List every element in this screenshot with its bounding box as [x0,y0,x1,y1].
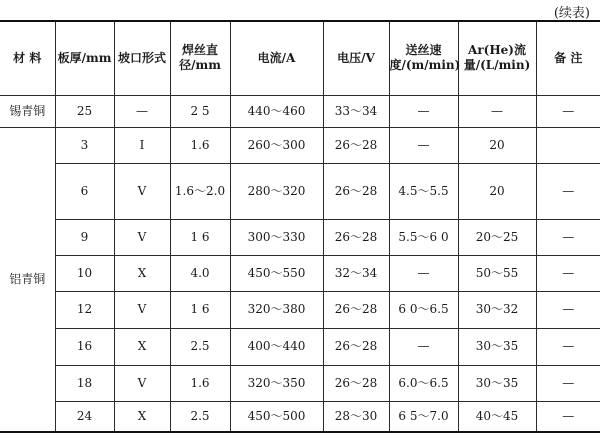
table-cell: 30～32 [458,291,536,328]
table-cell: 2.5 [170,328,230,365]
table-cell: — [458,95,536,127]
table-cell: 16 [55,328,114,365]
table-row [0,163,600,219]
header-groove-form: 坡口形式 [114,21,170,95]
table-row [0,328,600,365]
header-gas-flow: Ar(He)流量/(L/min) [458,21,536,95]
welding-parameters-table [0,20,600,433]
table-cell: 3 [55,127,114,163]
table-cell: 4.0 [170,256,230,291]
table-cell: — [536,366,600,402]
table-cell: 320～350 [230,366,323,402]
table-cell: 1 6 [170,291,230,328]
table-cell: 26～28 [323,328,389,365]
table-cell: 32～34 [323,256,389,291]
table-cell: 20 [458,127,536,163]
table-row [0,366,600,402]
table-cell: 26～28 [323,163,389,219]
table-cell: 10 [55,256,114,291]
table-cell: 50～55 [458,256,536,291]
table-row [0,95,600,127]
table-cell: 400～440 [230,328,323,365]
table-cell: 5.5～6 0 [389,220,458,256]
table-cell: 30～35 [458,328,536,365]
table-cell: V [114,163,170,219]
table-row [0,220,600,256]
table-cell: — [536,163,600,219]
header-remarks: 备 注 [536,21,600,95]
header-wire-diameter: 焊丝直径/mm [170,21,230,95]
table-cell: 30～35 [458,366,536,402]
table-cell: 260～300 [230,127,323,163]
table-cell: 300～330 [230,220,323,256]
header-row [0,21,600,95]
table-row [0,291,600,328]
table-cell: 6 5～7.0 [389,402,458,432]
table-cell: — [389,328,458,365]
table-cell: 9 [55,220,114,256]
table-cell: — [536,95,600,127]
table-cell: 2.5 [170,402,230,432]
table-cell: 1.6～2.0 [170,163,230,219]
table-cell: 20 [458,163,536,219]
table-cell: 1.6 [170,127,230,163]
table-cell: 450～550 [230,256,323,291]
table-cell: V [114,220,170,256]
header-thickness: 板厚/mm [55,21,114,95]
table-cell: V [114,366,170,402]
table-cell: 20～25 [458,220,536,256]
table-cell: 26～28 [323,127,389,163]
table-cell: — [536,402,600,432]
table-cell [536,127,600,163]
table-cell: 6.0～6.5 [389,366,458,402]
table-cell: 450～500 [230,402,323,432]
table-row [0,402,600,432]
table-cell: 28～30 [323,402,389,432]
table-cell: 33～34 [323,95,389,127]
table-cell: 18 [55,366,114,402]
material-aluminum-bronze: 铝青铜 [0,127,55,432]
table-cell: 24 [55,402,114,432]
table-cell: — [389,127,458,163]
table-cell: 1.6 [170,366,230,402]
table-cell: 4.5～5.5 [389,163,458,219]
table-row [0,256,600,291]
table-cell: 40～45 [458,402,536,432]
table-cell: X [114,402,170,432]
table-cell: — [536,220,600,256]
table-cell: 440～460 [230,95,323,127]
table-cell: — [536,256,600,291]
table-row [0,127,600,163]
table-cell: 2 5 [170,95,230,127]
table-cell: 280～320 [230,163,323,219]
table-cell: 25 [55,95,114,127]
header-material: 材 料 [0,21,55,95]
table-cell: 6 [55,163,114,219]
table-cell: V [114,291,170,328]
table-cell: — [536,291,600,328]
table-cell: 26～28 [323,366,389,402]
table-cell: 26～28 [323,291,389,328]
table-cell: 26～28 [323,220,389,256]
table-cell: 320～380 [230,291,323,328]
table-cell: 6 0～6.5 [389,291,458,328]
table-cell: — [389,95,458,127]
table-cell: — [389,256,458,291]
header-wire-feed-speed: 送丝速度/(m/min) [389,21,458,95]
table-cell: — [114,95,170,127]
table-cell: X [114,256,170,291]
table-cell: I [114,127,170,163]
table-cell: 12 [55,291,114,328]
table-cell: — [536,328,600,365]
table-cell: 1 6 [170,220,230,256]
table-cell: X [114,328,170,365]
header-current: 电流/A [230,21,323,95]
continued-label: (续表) [553,6,590,21]
material-tin-bronze: 锡青铜 [0,95,55,127]
header-voltage: 电压/V [323,21,389,95]
